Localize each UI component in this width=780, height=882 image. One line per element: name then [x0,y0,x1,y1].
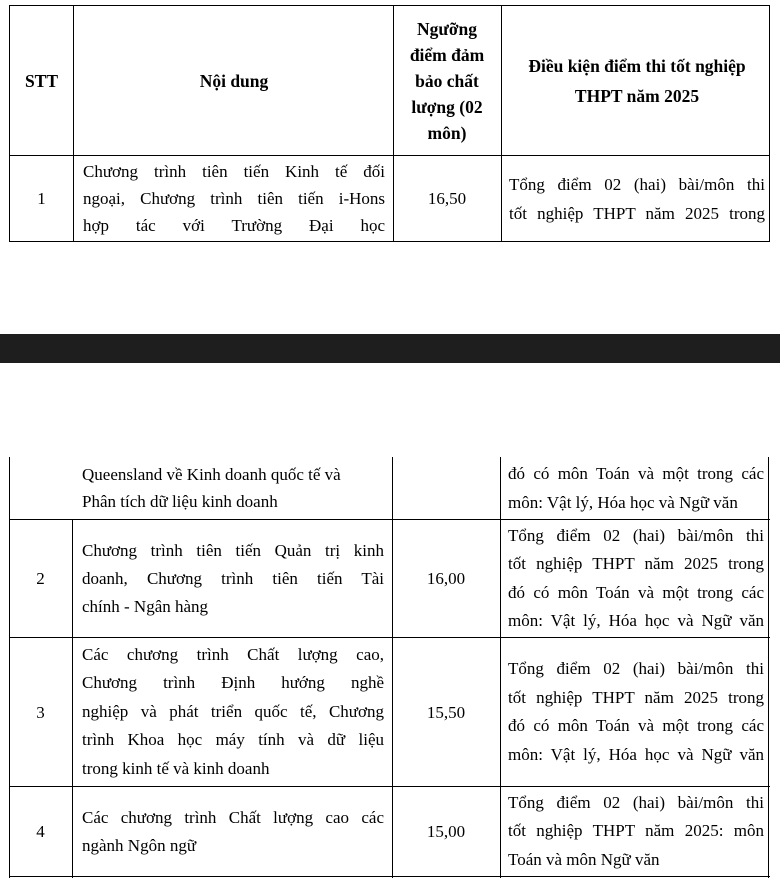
condition-line: tốt nghiệp THPT năm 2025 trong [509,203,765,223]
content-line: doanh, Chương trình tiên tiến Tài [82,568,384,588]
condition-line: tốt nghiệp THPT năm 2025 trong [508,687,764,707]
condition-line: tốt nghiệp THPT năm 2025: môn [508,821,764,841]
row-stt: 4 [36,822,45,841]
condition-line: Tổng điểm 02 (hai) bài/môn thi [508,659,764,678]
column-divider [500,457,501,878]
table-row-continued [9,457,770,519]
row-condition [500,638,770,786]
row-content [72,638,392,786]
header-stt: STT [24,70,59,91]
condition-line: môn: Vật lý, Hóa học và Ngữ văn [508,611,764,630]
header-threshold-line: bảo chất [415,70,479,91]
content-line: trong kinh tế và kinh doanh [82,758,270,778]
content-line: Các chương trình Chất lượng cao các [82,807,384,827]
row-condition [500,457,770,519]
content-line: Phân tích dữ liệu kinh doanh [82,492,278,511]
row-stt: 2 [36,569,45,588]
page-break-bar [0,334,780,363]
row-condition [500,787,770,876]
condition-line: Toán và môn Ngữ văn [508,849,660,869]
condition-line: Tổng điểm 02 (hai) bài/môn thi [508,792,764,812]
table-row [9,520,770,637]
content-line: nghiệp và phát triển quốc tế, Chương [82,701,384,721]
admission-table-top [9,5,770,242]
row-condition [501,156,771,241]
row-content [72,457,392,519]
header-threshold [393,6,501,155]
content-line: trình Khoa học máy tính và dữ liệu [82,730,384,750]
condition-line: môn: Vật lý, Hóa học và Ngữ văn [508,493,738,512]
admission-table-bottom [9,457,770,878]
row-content [73,156,393,241]
table-border-bottom [9,876,770,877]
header-condition-line: THPT năm 2025 [574,85,700,106]
content-line: hợp tác với Trường Đại học [83,216,385,235]
condition-line: đó có môn Toán và một trong các [508,464,764,483]
table-header-row [10,6,769,155]
content-line: Queensland về Kinh doanh quốc tế và [82,465,341,484]
condition-line: đó có môn Toán và một trong các [508,582,764,602]
column-divider [392,457,393,878]
row-threshold: 15,50 [426,702,466,722]
header-condition-line: Điều kiện điểm thi tốt nghiệp [528,55,746,76]
header-threshold-line: lượng (02 [411,96,483,117]
content-line: Chương trình tiên tiến Quản trị kinh [82,540,384,560]
condition-line: môn: Vật lý, Hóa học và Ngữ văn [508,744,764,764]
column-divider [72,520,73,878]
content-line: ngoại, Chương trình tiên tiến i-Hons [83,189,385,208]
table-row [9,787,770,876]
header-condition [501,6,771,155]
header-threshold-line: điểm đảm [409,44,485,65]
condition-line: Tổng điểm 02 (hai) bài/môn thi [508,525,764,545]
header-threshold-line: Ngưỡng [416,18,478,39]
row-stt: 3 [36,702,45,722]
row-stt: 1 [37,189,46,208]
row-content [72,787,392,876]
column-divider [501,6,502,241]
column-divider [73,6,74,241]
condition-line: tốt nghiệp THPT năm 2025 trong [508,554,764,573]
row-threshold: 15,00 [426,822,466,841]
table-row [10,156,769,241]
condition-line: Tổng điểm 02 (hai) bài/môn thi [509,174,765,194]
column-divider [393,6,394,241]
row-condition [500,520,770,637]
content-line: Các chương trình Chất lượng cao, [82,644,384,664]
condition-line: đó có môn Toán và một trong các [508,716,764,735]
row-threshold: 16,00 [426,569,466,588]
row-content [72,520,392,637]
header-content: Nội dung [199,70,269,91]
content-line: chính - Ngân hàng [82,596,209,616]
content-line: Chương trình Định hướng nghề [82,673,384,693]
content-line: ngành Ngôn ngữ [82,835,197,855]
table-row [9,638,770,786]
content-line: Chương trình tiên tiến Kinh tế đối [83,162,385,181]
header-threshold-line: môn) [427,122,467,143]
row-threshold: 16,50 [427,189,467,208]
